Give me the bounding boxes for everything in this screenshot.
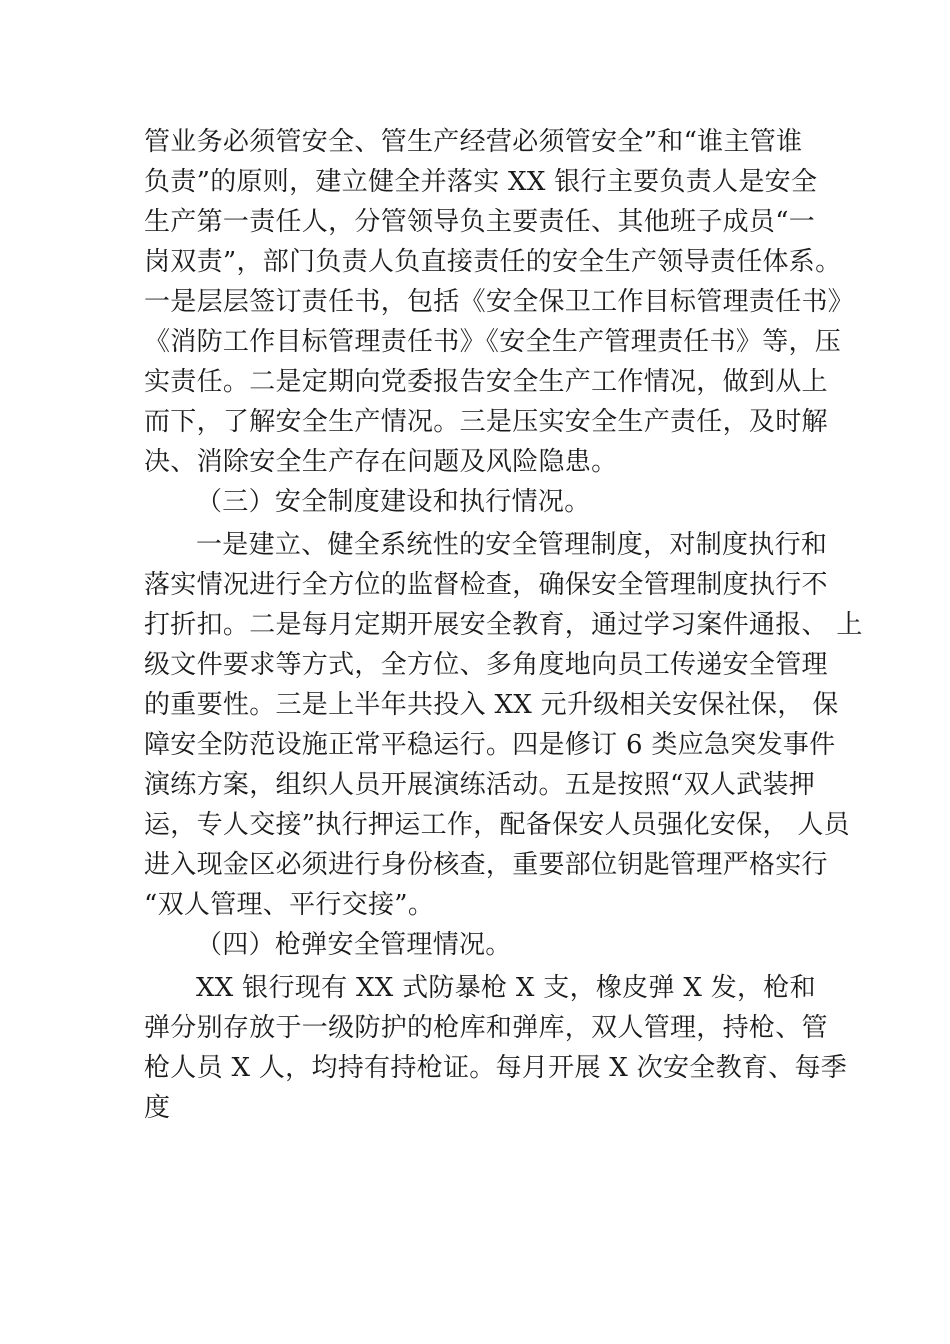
text-line: 弹分别存放于一级防护的枪库和弹库，双人管理，持枪、管 — [144, 1013, 828, 1043]
text-line: 进入现金区必须进行身份核查，重要部位钥匙管理严格实行 — [144, 850, 828, 880]
text-line: 障安全防范设施正常平稳运行。四是修订 6 类应急突发事件 — [144, 730, 836, 760]
text-line: “双人管理、平行交接”。 — [144, 890, 435, 920]
text-line: 一是层层签订责任书，包括《安全保卫工作目标管理责任书》 — [144, 287, 855, 317]
text-line: 一是建立、健全系统性的安全管理制度，对制度执行和 — [196, 530, 828, 560]
text-line: 打折扣。二是每月定期开展安全教育，通过学习案件通报、 上 — [144, 610, 863, 640]
text-line: 负责”的原则，建立健全并落实 XX 银行主要负责人是安全 — [144, 167, 818, 197]
text-line: 而下，了解安全生产情况。三是压实安全生产责任，及时解 — [144, 407, 828, 437]
text-line: 枪人员 X 人，均持有持枪证。每月开展 X 次安全教育、每季 — [144, 1053, 848, 1083]
text-line: 决、消除安全生产存在问题及风险隐患。 — [144, 447, 618, 477]
text-line: 级文件要求等方式，全方位、多角度地向员工传递安全管理 — [144, 650, 828, 680]
section-heading: （三）安全制度建设和执行情况。 — [196, 487, 591, 517]
text-line: 岗双责”，部门负责人负直接责任的安全生产领导责任体系。 — [144, 247, 842, 277]
text-line: 管业务必须管安全、管生产经营必须管安全”和“谁主管谁 — [144, 127, 803, 157]
text-line: 《消防工作目标管理责任书》《安全生产管理责任书》等，压 — [144, 327, 842, 357]
text-line: 运，专人交接”执行押运工作，配备保安人员强化安保， 人员 — [144, 810, 850, 840]
text-line: 的重要性。三是上半年共投入 XX 元升级相关安保社保， 保 — [144, 690, 839, 720]
text-line: 实责任。二是定期向党委报告安全生产工作情况，做到从上 — [144, 367, 828, 397]
text-line: 落实情况进行全方位的监督检查，确保安全管理制度执行不 — [144, 570, 828, 600]
text-line: 度 — [144, 1093, 171, 1123]
text-line: 演练方案，组织人员开展演练活动。五是按照“双人武装押 — [144, 770, 816, 800]
text-line: XX 银行现有 XX 式防暴枪 X 支，橡皮弹 X 发，枪和 — [196, 973, 816, 1003]
section-heading: （四）枪弹安全管理情况。 — [196, 930, 512, 960]
text-line: 生产第一责任人，分管领导负主要责任、其他班子成员“一 — [144, 207, 816, 237]
